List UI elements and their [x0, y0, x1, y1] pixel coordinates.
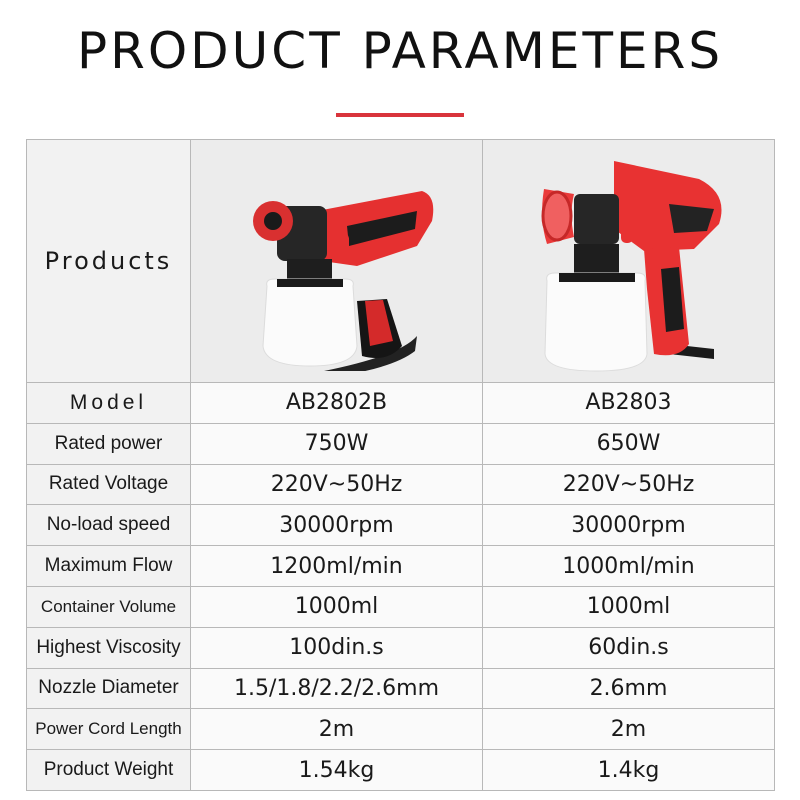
row-value-2: 30000rpm — [483, 505, 775, 546]
row-value-1: 1.54kg — [191, 750, 483, 791]
row-value-2: 1000ml — [483, 587, 775, 628]
row-value-1: 1200ml/min — [191, 546, 483, 587]
row-value-2: 2m — [483, 709, 775, 750]
row-label: Nozzle Diameter — [27, 669, 191, 710]
row-value-2: 1000ml/min — [483, 546, 775, 587]
products-row — [27, 140, 775, 383]
row-value-1: 220V~50Hz — [191, 465, 483, 506]
row-value-2: 2.6mm — [483, 669, 775, 710]
row-label: Model — [27, 383, 191, 424]
row-label: Container Volume — [27, 587, 191, 628]
parameters-table — [26, 139, 775, 791]
spray-gun-1-icon — [237, 151, 437, 371]
table-row — [27, 709, 775, 750]
row-value-1: 750W — [191, 424, 483, 465]
row-value-1: 100din.s — [191, 628, 483, 669]
row-value-2: 60din.s — [483, 628, 775, 669]
table-row — [27, 546, 775, 587]
row-value-2: 1.4kg — [483, 750, 775, 791]
row-label: Rated Voltage — [27, 465, 191, 506]
row-value-2: 220V~50Hz — [483, 465, 775, 506]
row-value-2: 650W — [483, 424, 775, 465]
row-value-1: 2m — [191, 709, 483, 750]
table-row — [27, 587, 775, 628]
table-row — [27, 465, 775, 506]
product-image-cell-2 — [483, 140, 775, 383]
table-row — [27, 424, 775, 465]
table-row — [27, 750, 775, 791]
title-underline — [336, 113, 464, 117]
page-title: PRODUCT PARAMETERS — [76, 22, 724, 80]
table-row — [27, 383, 775, 424]
product-image-cell-1 — [191, 140, 483, 383]
table-row — [27, 669, 775, 710]
row-label: Rated power — [27, 424, 191, 465]
row-value-1: 1000ml — [191, 587, 483, 628]
row-value-1: 30000rpm — [191, 505, 483, 546]
row-label: Maximum Flow — [27, 546, 191, 587]
table-row — [27, 505, 775, 546]
row-label: Highest Viscosity — [27, 628, 191, 669]
row-value-1: 1.5/1.8/2.2/2.6mm — [191, 669, 483, 710]
row-label: No-load speed — [27, 505, 191, 546]
products-label: Products — [27, 140, 191, 383]
row-label: Power Cord Length — [27, 709, 191, 750]
spray-gun-2-icon — [529, 149, 729, 374]
row-value-2: AB2803 — [483, 383, 775, 424]
row-label: Product Weight — [27, 750, 191, 791]
row-value-1: AB2802B — [191, 383, 483, 424]
table-row — [27, 628, 775, 669]
